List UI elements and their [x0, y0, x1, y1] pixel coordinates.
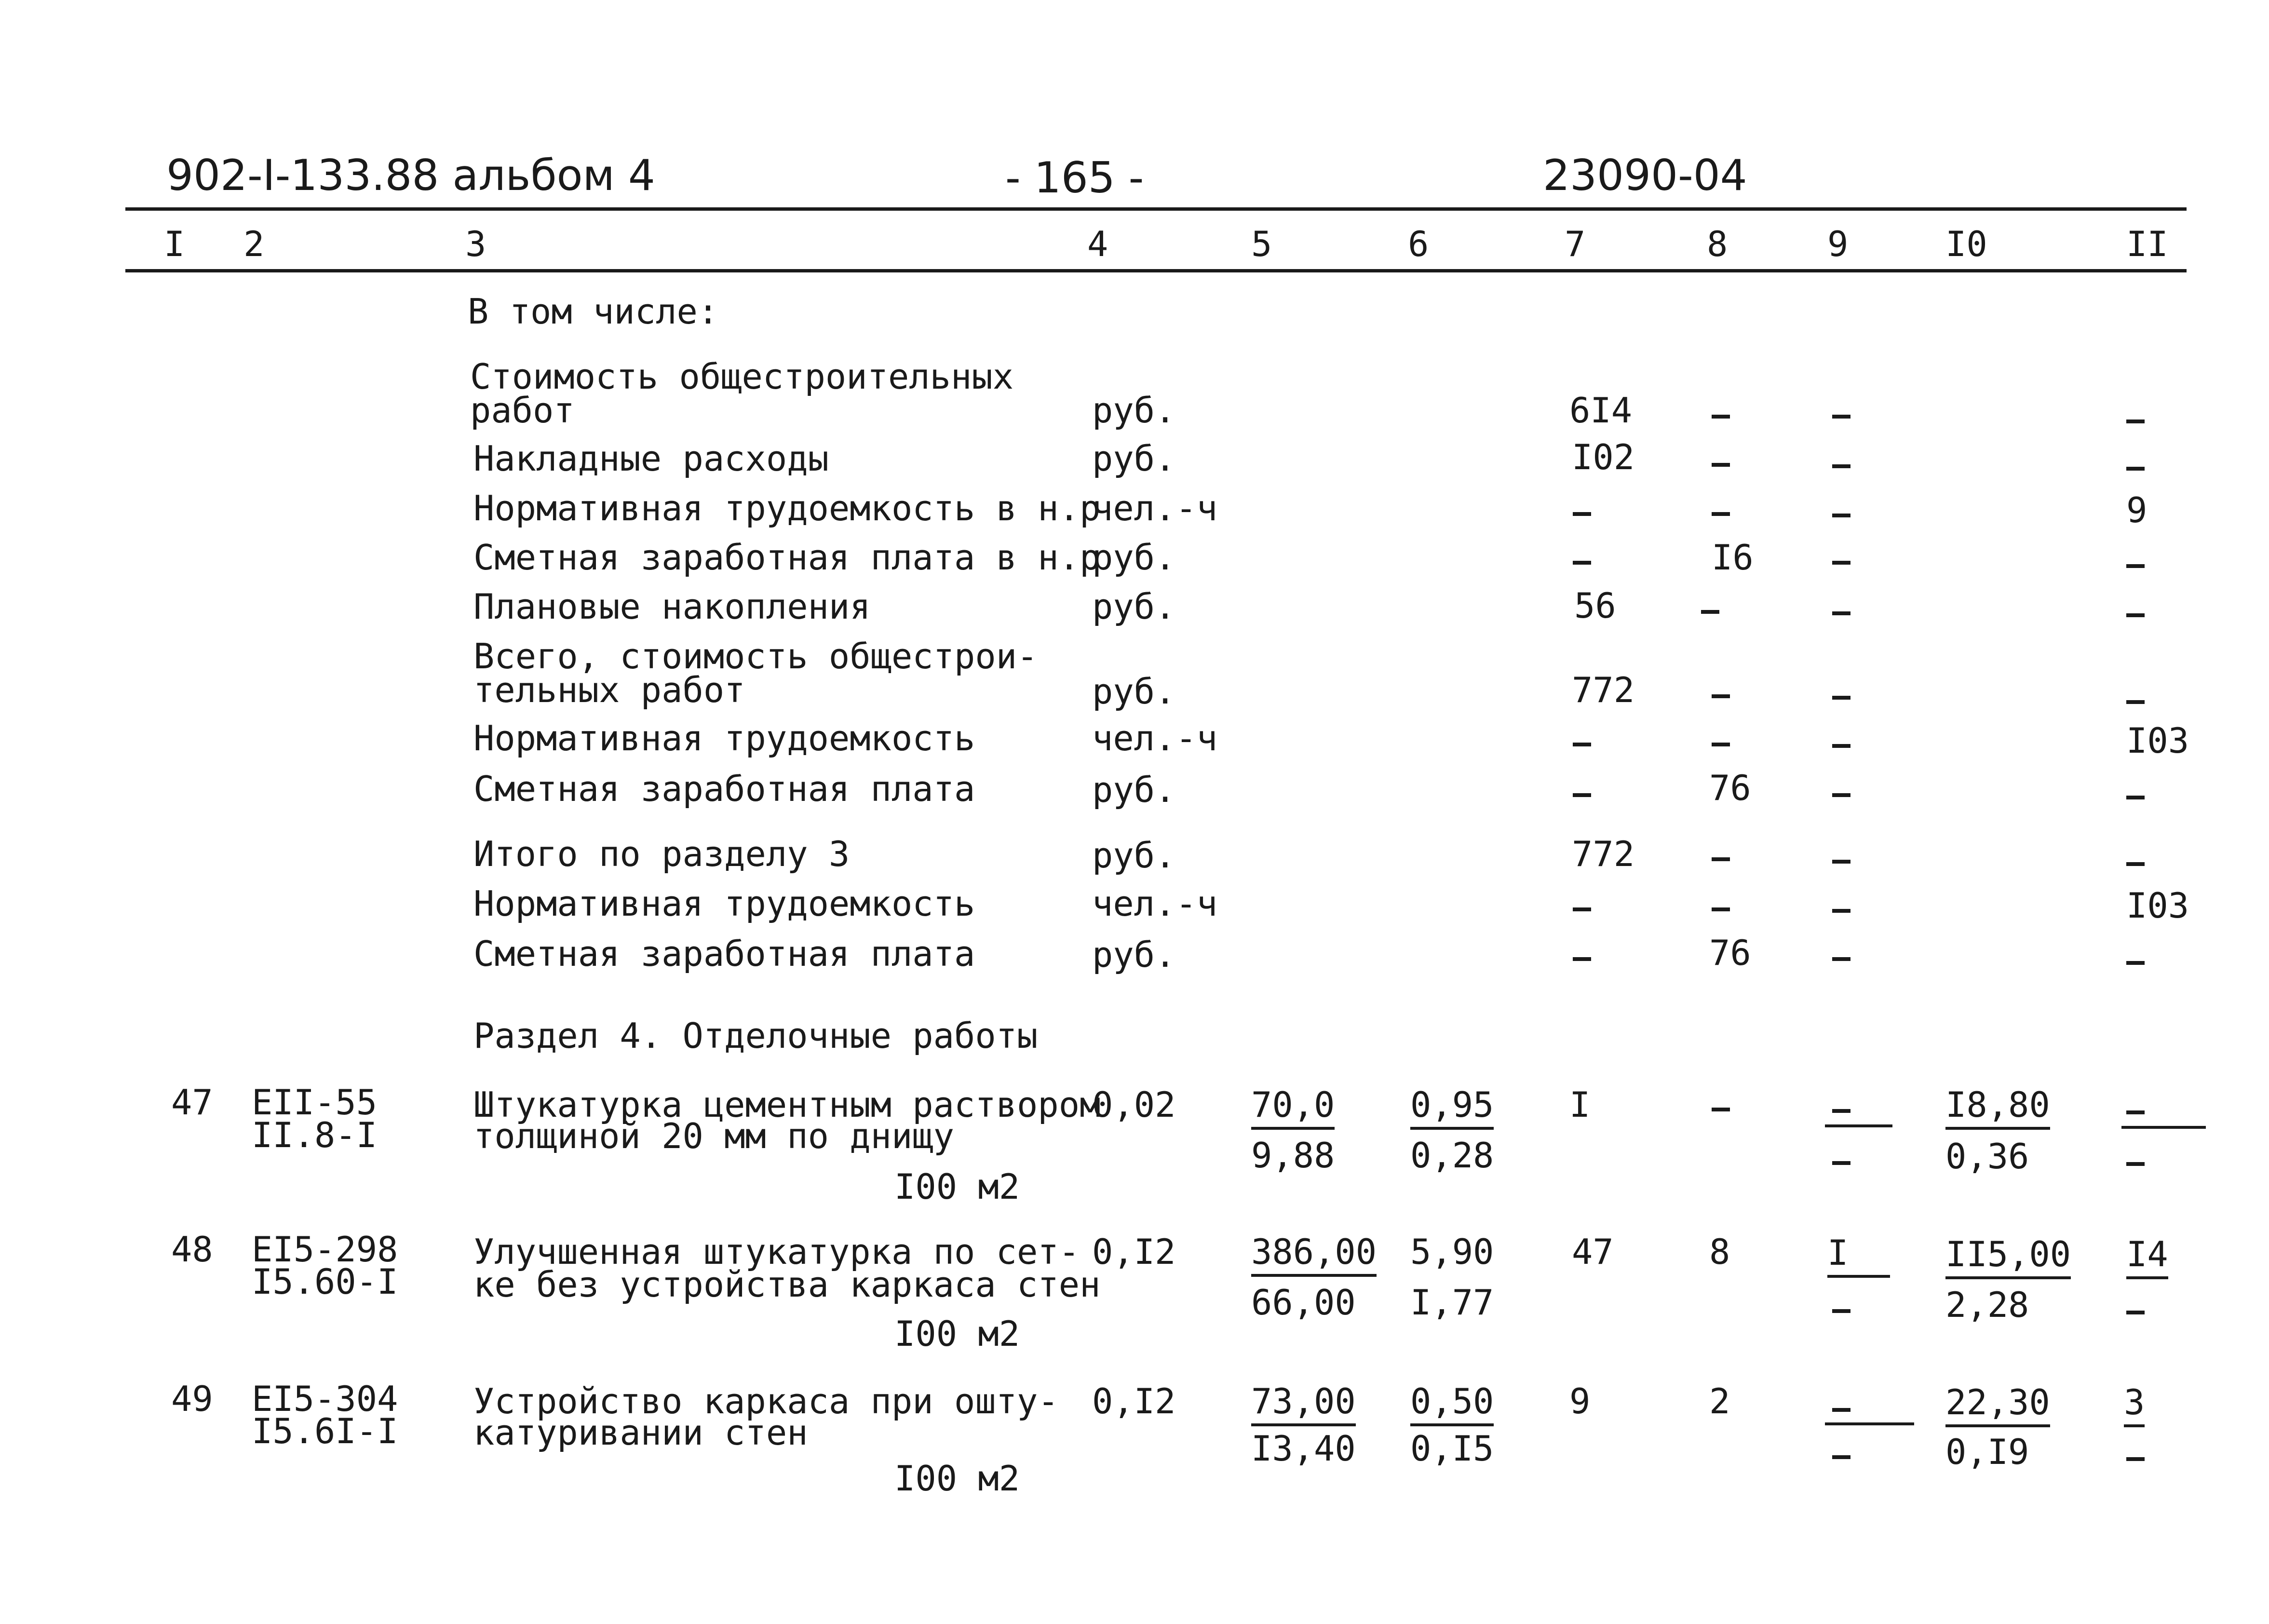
col-header-6: 6	[1408, 224, 1429, 264]
cost-row-name: Сметная заработная плата	[473, 934, 975, 974]
cost-row-name: Плановые накопления	[473, 586, 871, 627]
item-c6-bottom: 0,I5	[1410, 1428, 1494, 1469]
col-header-3: 3	[465, 224, 486, 264]
col-header-10: I0	[1945, 224, 1987, 264]
item-c11-fraction-line	[2121, 1126, 2206, 1129]
cost-row-c7-dash	[1573, 957, 1591, 961]
cost-row-unit: чел.-ч	[1092, 883, 1218, 924]
item-description: Устройство каркаса при ошту-	[473, 1381, 1059, 1421]
item-c9-fraction-line	[1825, 1422, 1914, 1425]
document-code: 902-I-133.88 альбом 4	[166, 150, 655, 200]
col-header-5: 5	[1251, 224, 1272, 264]
cost-row-c8-dash	[1712, 463, 1730, 467]
item-c5-bottom: I3,40	[1251, 1428, 1356, 1469]
cost-row-c11: 9	[2126, 490, 2147, 530]
cost-row-c9-dash	[1832, 909, 1850, 913]
item-code: EII-55	[252, 1082, 378, 1123]
cost-row-unit: руб.	[1092, 390, 1176, 431]
item-c9-bottom-dash	[1832, 1309, 1850, 1313]
col-header-4: 4	[1087, 224, 1108, 264]
cost-row-name-cont: работ	[470, 390, 575, 431]
item-code: EI5-298	[252, 1229, 398, 1270]
item-c10-bottom: 0,36	[1945, 1136, 2029, 1177]
header-rule-bottom	[125, 269, 2187, 272]
cost-row-c7: I02	[1572, 437, 1635, 477]
item-c5-bottom: 9,88	[1251, 1135, 1335, 1176]
cost-row-unit: руб.	[1092, 671, 1176, 712]
sheet-code: 23090-04	[1543, 150, 1747, 200]
col-header-2: 2	[243, 224, 265, 264]
cost-row-unit: руб.	[1092, 770, 1176, 810]
cost-row-unit: руб.	[1092, 586, 1176, 627]
item-number: 49	[171, 1379, 213, 1419]
header-rule-top	[125, 207, 2187, 211]
item-unit: I00 м2	[894, 1458, 1020, 1499]
item-c5-top: 73,00	[1251, 1384, 1356, 1426]
item-c9-bottom-dash	[1832, 1455, 1850, 1459]
cost-row-c7-dash	[1573, 561, 1591, 565]
cost-row-unit: чел.-ч	[1092, 718, 1218, 758]
cost-row-c11-dash	[2126, 961, 2145, 965]
item-c9-fraction-line	[1825, 1124, 1892, 1127]
cost-row-c9-dash	[1832, 415, 1850, 419]
item-c6-top: 0,50	[1410, 1384, 1494, 1426]
item-description: Штукатурка цементным раствором	[473, 1084, 1101, 1125]
cost-row-c7-dash	[1573, 512, 1591, 516]
cost-row-unit: руб.	[1092, 537, 1176, 578]
item-quantity: 0,I2	[1092, 1381, 1176, 1421]
item-c11-bottom-dash	[2126, 1311, 2145, 1314]
cost-row-unit: чел.-ч	[1092, 488, 1218, 528]
cost-row-c11: I03	[2126, 885, 2189, 926]
item-c8: 8	[1709, 1232, 1730, 1272]
item-c6-bottom: I,77	[1410, 1282, 1494, 1323]
item-c6-bottom: 0,28	[1410, 1135, 1494, 1176]
item-c5-top: 386,00	[1251, 1234, 1377, 1277]
cost-row-c9-dash	[1832, 611, 1850, 615]
cost-row-name: Сметная заработная плата	[473, 769, 975, 809]
item-c5-bottom: 66,00	[1251, 1282, 1356, 1323]
cost-row-c9-dash	[1832, 860, 1850, 864]
cost-row-unit: руб.	[1092, 835, 1176, 876]
item-description-cont: толщиной 20 мм по днищу	[473, 1116, 954, 1156]
cost-row-c11-dash	[2126, 564, 2145, 568]
item-c10-bottom: 0,I9	[1945, 1432, 2029, 1472]
cost-row-c7: 772	[1572, 670, 1635, 710]
col-header-9: 9	[1827, 224, 1849, 264]
item-c7: 9	[1569, 1381, 1591, 1421]
cost-row-c11-dash	[2126, 862, 2145, 866]
cost-row-c7-dash	[1573, 743, 1591, 746]
cost-row-c8-dash	[1712, 907, 1730, 911]
cost-row-c7: 6I4	[1569, 390, 1633, 431]
item-number: 47	[171, 1082, 213, 1123]
item-c9-top-dash	[1832, 1109, 1850, 1113]
cost-row-c9-dash	[1832, 696, 1850, 700]
item-c9-top-dash	[1832, 1408, 1850, 1412]
item-description: Улучшенная штукатурка по сет-	[473, 1232, 1080, 1272]
cost-row-c7: 772	[1572, 834, 1635, 874]
item-c10-top: I8,80	[1945, 1087, 2050, 1130]
col-header-11: II	[2126, 224, 2168, 264]
item-c11-bottom-dash	[2126, 1162, 2145, 1166]
item-c11-top-dash	[2126, 1110, 2145, 1114]
item-c6-top: 5,90	[1410, 1232, 1494, 1272]
item-c11-top: 3	[2124, 1385, 2145, 1427]
section-title: Раздел 4. Отделочные работы	[473, 1015, 1038, 1056]
cost-row-name: Нормативная трудоемкость	[473, 718, 975, 758]
item-c11-bottom-dash	[2126, 1457, 2145, 1461]
cost-row-c7-dash	[1573, 793, 1591, 797]
cost-row-c8: I6	[1712, 537, 1754, 578]
cost-row-unit: руб.	[1092, 438, 1176, 479]
col-header-8: 8	[1707, 224, 1728, 264]
page-number: - 165 -	[1005, 153, 1144, 203]
cost-row-c7-dash	[1573, 907, 1591, 911]
cost-row-c11: I03	[2126, 720, 2189, 761]
cost-row-c9-dash	[1832, 464, 1850, 468]
item-quantity: 0,I2	[1092, 1232, 1176, 1272]
cost-row-name: Накладные расходы	[473, 438, 829, 479]
cost-row-c8-dash	[1701, 610, 1719, 614]
cost-row-name: Нормативная трудоемкость в н.р	[473, 488, 1101, 528]
cost-row-c8-dash	[1712, 415, 1730, 419]
item-description-cont: катуривании стен	[473, 1412, 808, 1453]
cost-row-c11-dash	[2126, 420, 2145, 423]
cost-row-c8-dash	[1712, 743, 1730, 746]
cost-row-c9-dash	[1832, 793, 1850, 797]
item-c7: 47	[1572, 1232, 1614, 1272]
item-description-cont: ке без устройства каркаса стен	[473, 1264, 1101, 1305]
intro-label: В том числе:	[468, 291, 719, 332]
item-c10-bottom: 2,28	[1945, 1285, 2029, 1325]
cost-row-c9-dash	[1832, 744, 1850, 748]
cost-row-c11-dash	[2126, 613, 2145, 617]
item-code-sub: II.8-I	[252, 1115, 378, 1155]
item-number: 48	[171, 1229, 213, 1270]
cost-row-name: Нормативная трудоемкость	[473, 883, 975, 924]
cost-row-c11-dash	[2126, 796, 2145, 799]
col-header-7: 7	[1565, 224, 1586, 264]
cost-row-c9-dash	[1832, 514, 1850, 517]
cost-row-name-cont: тельных работ	[473, 670, 745, 710]
item-c8-dash	[1712, 1108, 1730, 1111]
cost-row-name: Итого по разделу 3	[473, 834, 850, 874]
cost-row-c9-dash	[1832, 561, 1850, 565]
cost-row-c8: 76	[1709, 933, 1751, 973]
cost-row-c9-dash	[1832, 957, 1850, 961]
cost-row-name: Стоимость общестроительных	[470, 356, 1014, 397]
item-unit: I00 м2	[894, 1166, 1020, 1207]
col-header-1: I	[164, 224, 185, 264]
item-c10-top: II5,00	[1945, 1237, 2071, 1279]
cost-row-c8-dash	[1712, 694, 1730, 698]
cost-row-name: Всего, стоимость общестрои-	[473, 636, 1038, 677]
item-code-sub: I5.6I-I	[252, 1411, 398, 1451]
item-c9-top: I	[1827, 1235, 1890, 1278]
item-code: EI5-304	[252, 1379, 398, 1419]
item-c11-top: I4	[2126, 1237, 2168, 1279]
item-code-sub: I5.60-I	[252, 1261, 398, 1302]
cost-row-c8-dash	[1712, 857, 1730, 861]
cost-row-c11-dash	[2126, 700, 2145, 704]
item-c9-bottom-dash	[1832, 1161, 1850, 1165]
cost-row-c11-dash	[2126, 467, 2145, 471]
item-unit: I00 м2	[894, 1313, 1020, 1354]
item-c5-top: 70,0	[1251, 1087, 1335, 1130]
item-c6-top: 0,95	[1410, 1087, 1494, 1130]
item-c8: 2	[1709, 1381, 1730, 1421]
item-c7: I	[1569, 1084, 1591, 1125]
cost-row-c8-dash	[1712, 512, 1730, 516]
item-quantity: 0,02	[1092, 1084, 1176, 1125]
cost-row-unit: руб.	[1092, 934, 1176, 975]
cost-row-c7: 56	[1574, 585, 1616, 626]
cost-row-name: Сметная заработная плата в н.р	[473, 537, 1101, 578]
item-c10-top: 22,30	[1945, 1385, 2050, 1427]
cost-row-c8: 76	[1709, 768, 1751, 808]
